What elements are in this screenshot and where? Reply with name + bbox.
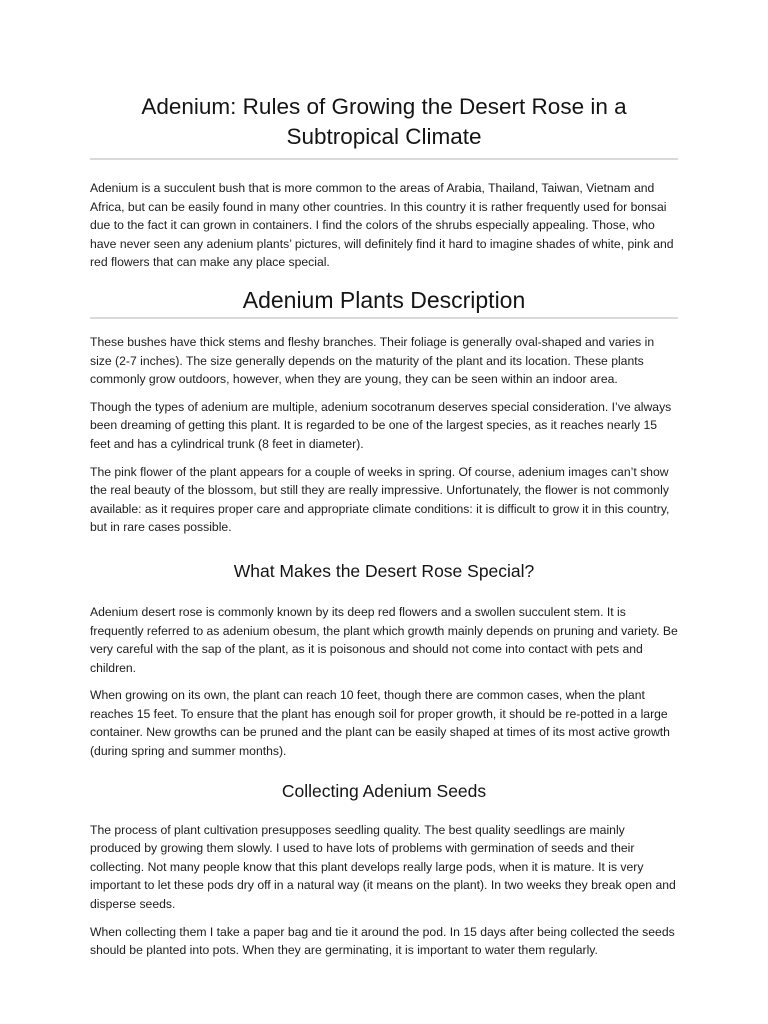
intro-paragraph: Adenium is a succulent bush that is more common to the areas of Arabia, Thailand, Taiwan, Vietnam and Africa, but can be easily found in many other countries. In this country it is rather frequently used for bonsai due to the fact it can grown in containers. I find the colors of the shrubs especially appealing. Those, who have never seen any adenium plants’ pictures, will definitely find it hard to imagine shades of white, pink and red flowers that can make any place special.: [90, 181, 674, 270]
paragraph: The process of plant cultivation presupposes seedling quality. The best quality seedlings are mainly produced by growing them slowly. I used to have lots of problems with germination of seeds and their collecting. Not many people know that this plant develops really large pods, when it is mature. It is very important to let these pods dry off in a natural way (it means on the plant). In two weeks they break open and disperse seeds.: [90, 822, 676, 912]
section-divider: [90, 317, 678, 319]
section-heading-collecting-seeds: Collecting Adenium Seeds: [281, 780, 487, 801]
document-title: Adenium: Rules of Growing the Desert Rose in a Subtropical Climate: [141, 94, 627, 149]
paragraph: These bushes have thick stems and fleshy branches. Their foliage is generally oval-shaped and varies in size (2-7 inches). The size generally depends on the maturity of the plant and its location. These plants commonly grow outdoors, however, when they are young, they can be seen within an indoor area.: [90, 334, 655, 387]
paragraph: When growing on its own, the plant can reach 10 feet, though there are common cases, when the plant reaches 15 feet. To ensure that the plant has enough soil for proper growth, it should be re-potted in a large container. New growths can be pruned and the plant can be easily shaped at times of its most active growth (during spring and summer months).: [90, 688, 670, 759]
paragraph: Though the types of adenium are multiple, adenium socotranum deserves special consideration. I’ve always been dreaming of getting this plant. It is regarded to be one of the largest species, as it reaches nearly 15 feet and has a cylindrical trunk (8 feet in diameter).: [90, 399, 672, 451]
paragraph: The pink flower of the plant appears for a couple of weeks in spring. Of course, adenium images can’t show the real beauty of the blossom, but still they are really impressive. Unfortunately, the flower is not commonly available: as it requires proper care and appropriate climate conditions: it is difficult to grow it in this country, but in rare cases possible.: [90, 464, 670, 535]
title-divider: [90, 158, 678, 160]
section-heading-plants-description: Adenium Plants Description: [242, 286, 526, 313]
paragraph: When collecting them I take a paper bag and tie it around the pod. In 15 days after being collected the seeds should be planted into pots. When they are germinating, it is important to water them regularly.: [90, 924, 675, 958]
paragraph: Adenium desert rose is commonly known by its deep red flowers and a swollen succulent stem. It is frequently referred to as adenium obesum, the plant which growth mainly depends on pruning and variety. Be very careful with the sap of the plant, as it is poisonous and should not come into contact with pets and children.: [90, 604, 678, 675]
section-heading-desert-rose-special: What Makes the Desert Rose Special?: [233, 560, 535, 581]
